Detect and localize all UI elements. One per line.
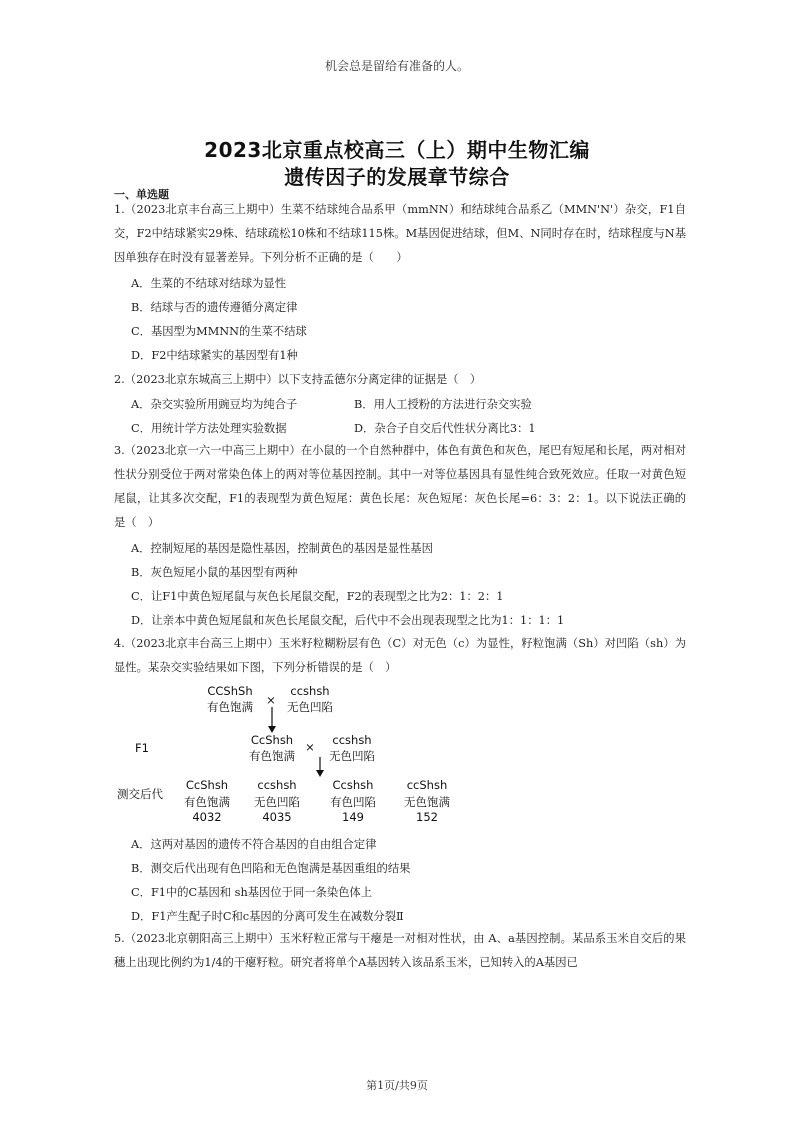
parent-1-phenotype: 有色饱满 — [207, 700, 253, 714]
parent-2-phenotype: 无色凹陷 — [287, 700, 333, 714]
page-number: 第1页/共9页 — [366, 1079, 428, 1092]
parent-2-genotype: ccshsh — [290, 684, 330, 698]
question-3-option-a: A．控制短尾的基因是隐性基因，控制黄色的基因是显性基因 — [131, 542, 433, 555]
question-5-stem: 5.（2023北京朝阳高三上期中）玉米籽粒正常与干瘪是一对相对性状，由 A、a基因控制。某品系玉米自交后的果穗上出现比例约为1/4的干瘪籽粒。研究者将单个A基因转入该品系玉米，已知转入的A基因已 — [114, 932, 686, 969]
question-3-option-d: D．让亲本中黄色短尾鼠和灰色长尾鼠交配，后代中不会出现表现型之比为1：1：1：1 — [131, 614, 565, 627]
question-4-option-a: A．这两对基因的遗传不符合基因的自由组合定律 — [131, 838, 377, 851]
f1-mate-phenotype: 无色凹陷 — [329, 749, 375, 763]
question-2-option-d: D．杂合子自交后代性状分离比3：1 — [354, 422, 536, 435]
question-2-option-c: C．用统计学方法处理实验数据 — [131, 422, 287, 435]
question-2-option-b: B．用人工授粉的方法进行杂交实验 — [354, 398, 532, 411]
cross-symbol: × — [266, 693, 276, 707]
question-4-stem: 4.（2023北京丰台高三上期中）玉米籽粒糊粉层有色（C）对无色（c）为显性，籽粒饱满（Sh）对凹陷（sh）为显性。某杂交实验结果如下图，下列分析错误的是（ ） — [114, 637, 686, 674]
parent-1-genotype: CCShSh — [207, 684, 253, 698]
offspring-count: 4035 — [262, 810, 292, 824]
question-3-option-b: B．灰色短尾小鼠的基因型有两种 — [131, 566, 298, 579]
question-4-option-d: D．F1产生配子时C和c基因的分离可发生在减数分裂Ⅱ — [131, 910, 404, 923]
offspring-genotype: Ccshsh — [332, 778, 374, 792]
question-4-option-c: C．F1中的C基因和 sh基因位于同一条染色体上 — [131, 886, 373, 899]
f1-phenotype: 有色饱满 — [249, 749, 295, 763]
offspring-phenotype: 有色饱满 — [184, 795, 230, 809]
f1-mate-genotype: ccshsh — [332, 733, 372, 747]
document-title: 2023北京重点校高三（上）期中生物汇编 — [204, 138, 590, 162]
question-4-option-b: B．测交后代出现有色凹陷和无色饱满是基因重组的结果 — [131, 862, 411, 875]
question-1-option-d: D．F2中结球紧实的基因型有1种 — [131, 349, 298, 362]
offspring-count: 152 — [416, 810, 438, 824]
offspring-count: 4032 — [192, 810, 222, 824]
offspring-genotype: ccshsh — [257, 778, 297, 792]
offspring-phenotype: 无色饱满 — [404, 795, 450, 809]
question-3-option-c: C．让F1中黄色短尾鼠与灰色长尾鼠交配，F2的表现型之比为2：1：2：1 — [131, 590, 504, 603]
offspring-genotype: ccShsh — [406, 778, 448, 792]
question-3-stem: 3.（2023北京一六一中高三上期中）在小鼠的一个自然种群中，体色有黄色和灰色，尾巴有短尾和长尾，两对相对性状分别受位于两对常染色体上的两对等位基因控制。其中一对等位基因具有显性纯合致死效应。任取一对黄色短尾鼠，让其多次交配，F1的表现型为黄色短尾：黄色长尾：灰色短尾：灰色长尾=6：3：2：1。以下说法正确的是（ ） — [114, 444, 686, 529]
question-2-option-a: A．杂交实验所用豌豆均为纯合子 — [131, 398, 298, 411]
question-1-option-a: A．生菜的不结球对结球为显性 — [131, 277, 287, 290]
testcross-symbol: × — [305, 740, 315, 754]
question-1-option-c: C．基因型为MMNN的生菜不结球 — [131, 325, 307, 338]
offspring-phenotype: 无色凹陷 — [254, 795, 300, 809]
document-subtitle: 遗传因子的发展章节综合 — [284, 165, 510, 189]
question-2-stem: 2.（2023北京东城高三上期中）以下支持孟德尔分离定律的证据是（ ） — [114, 373, 482, 386]
testcross-offspring-tag: 测交后代 — [117, 787, 163, 801]
f1-genotype: CcShsh — [250, 733, 294, 747]
offspring-genotype: CcShsh — [185, 778, 229, 792]
offspring-phenotype: 有色凹陷 — [330, 795, 376, 809]
f1-tag: F1 — [135, 741, 149, 755]
offspring-count: 149 — [342, 810, 364, 824]
section-heading: 一、单选题 — [114, 188, 169, 201]
question-1-option-b: B．结球与否的遗传遵循分离定律 — [131, 301, 298, 314]
question-1-stem: 1.（2023北京丰台高三上期中）生菜不结球纯合品系甲（mmNN）和结球纯合品系乙（MMN'N'）杂交，F1自交，F2中结球紧实29株、结球疏松10株和不结球115株。M基因促进结球，但M、N同时存在时，结球程度与N基因单独存在时没有显著差异。下列分析不正确的是（ ） — [114, 203, 686, 264]
header-motto: 机会总是留给有准备的人。 — [324, 59, 469, 73]
